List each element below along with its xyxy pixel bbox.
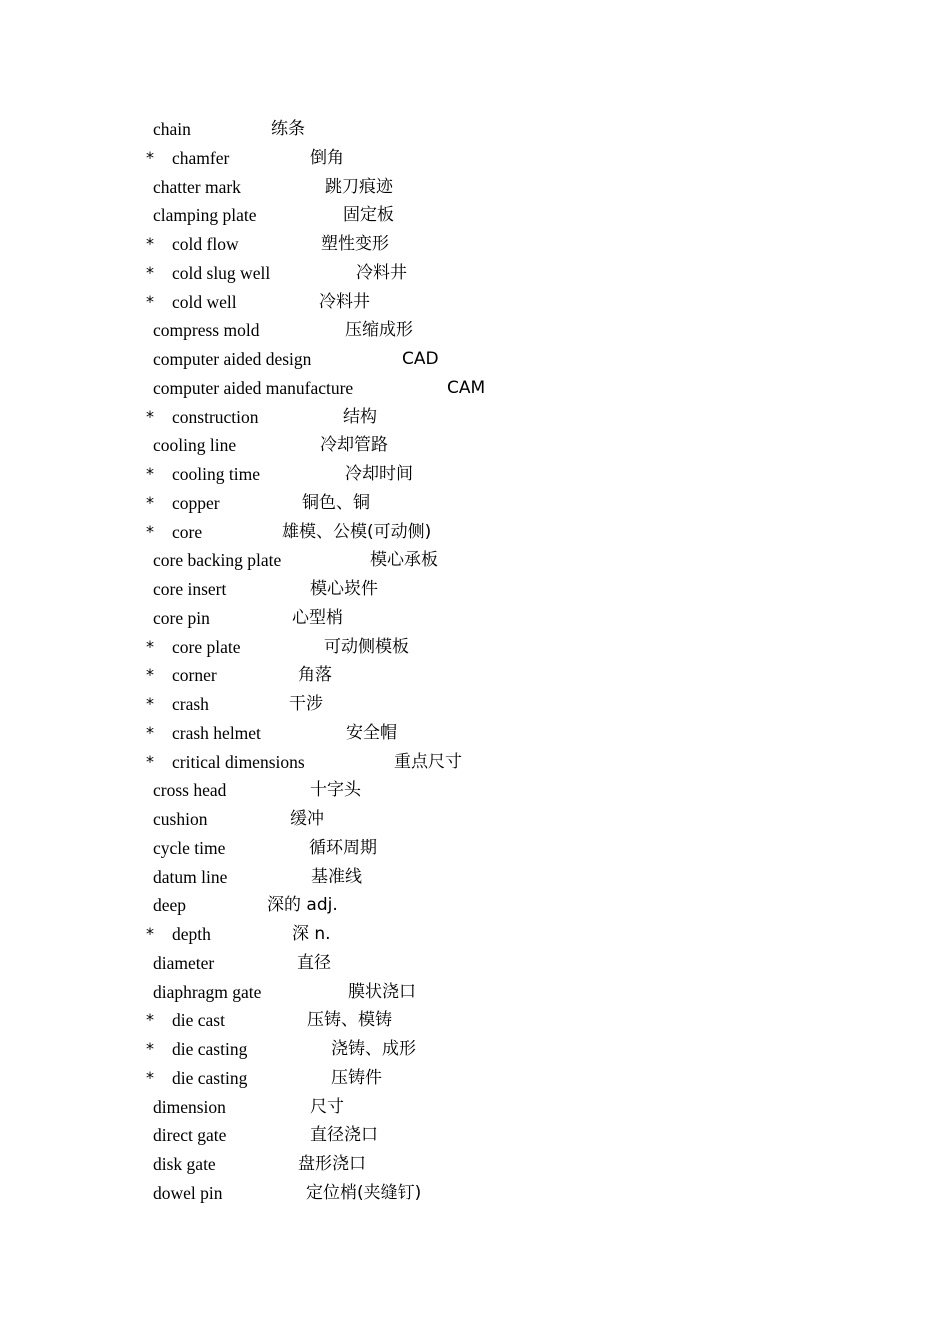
glossary-entry: [0, 546, 950, 575]
english-term: core pin: [153, 607, 210, 628]
english-term: crash helmet: [172, 722, 261, 743]
english-term: computer aided design: [153, 349, 312, 369]
english-term: chatter mark: [153, 176, 241, 197]
glossary-entry: [0, 288, 950, 317]
chinese-translation: 冷却时间: [345, 464, 413, 484]
english-term: compress mold: [153, 320, 260, 341]
glossary-entry: [0, 604, 950, 633]
glossary-entry: [0, 805, 950, 834]
glossary-entry: [0, 144, 950, 173]
chinese-translation: 固定板: [343, 205, 394, 226]
chinese-translation: 安全帽: [346, 722, 397, 743]
english-term: datum line: [153, 866, 228, 887]
glossary-entry: [0, 230, 950, 259]
chinese-translation: 雄模、公模(可动侧): [282, 521, 432, 542]
glossary-entry: [0, 201, 950, 230]
asterisk-mark: *: [146, 291, 154, 311]
english-term: die casting: [172, 1067, 248, 1088]
chinese-translation: 跳刀痕迹: [325, 176, 393, 197]
asterisk-mark: *: [146, 262, 154, 282]
glossary-entry: [0, 949, 950, 978]
english-term: core backing plate: [153, 550, 282, 571]
glossary-list: [0, 115, 950, 1208]
asterisk-mark: *: [146, 1039, 154, 1058]
chinese-translation: 压铸、模铸: [307, 1010, 392, 1031]
glossary-entry: [0, 920, 950, 949]
chinese-translation: 角落: [298, 665, 332, 686]
chinese-translation: CAM: [447, 377, 486, 398]
glossary-entry: [0, 863, 950, 892]
chinese-translation: 定位梢(夹缝钉): [306, 1182, 422, 1203]
english-term: cooling line: [153, 435, 237, 456]
chinese-translation: 模心崁件: [310, 579, 378, 599]
glossary-entry: [0, 633, 950, 662]
chinese-translation: 冷料井: [356, 262, 407, 283]
english-term: cycle time: [153, 837, 226, 858]
glossary-entry: [0, 460, 950, 489]
glossary-entry: [0, 690, 950, 719]
english-term: core insert: [153, 579, 227, 599]
english-term: depth: [172, 924, 211, 944]
chinese-translation: 循环周期: [309, 837, 377, 858]
chinese-translation: 倒角: [310, 147, 344, 168]
english-term: cold slug well: [172, 262, 271, 283]
glossary-entry: [0, 748, 950, 777]
glossary-entry: [0, 1093, 950, 1122]
chinese-translation: 可动侧模板: [324, 636, 409, 657]
glossary-entry: [0, 374, 950, 403]
glossary-entry: [0, 891, 950, 920]
english-term: diaphragm gate: [153, 981, 262, 1002]
english-term: computer aided manufacture: [153, 377, 354, 398]
chinese-translation: 塑性变形: [321, 234, 389, 254]
english-term: cushion: [153, 809, 208, 829]
asterisk-mark: *: [146, 751, 154, 771]
glossary-entry: [0, 259, 950, 288]
english-term: clamping plate: [153, 205, 257, 226]
glossary-entry: [0, 1179, 950, 1208]
asterisk-mark: *: [146, 1010, 154, 1030]
asterisk-mark: *: [146, 492, 154, 512]
glossary-entry: [0, 403, 950, 432]
asterisk-mark: *: [146, 924, 154, 943]
chinese-translation: 盘形浇口: [298, 1154, 366, 1174]
english-term: die casting: [172, 1039, 248, 1059]
english-term: chamfer: [172, 147, 230, 168]
asterisk-mark: *: [146, 722, 154, 742]
asterisk-mark: *: [146, 665, 154, 685]
glossary-entry: [0, 518, 950, 547]
asterisk-mark: *: [146, 521, 154, 541]
glossary-entry: [0, 316, 950, 345]
english-term: die cast: [172, 1010, 225, 1031]
glossary-entry: [0, 776, 950, 805]
english-term: disk gate: [153, 1154, 216, 1174]
english-term: direct gate: [153, 1125, 227, 1146]
asterisk-mark: *: [146, 234, 154, 253]
chinese-translation: 深 n.: [292, 924, 331, 944]
chinese-translation: 直径浇口: [310, 1125, 378, 1146]
glossary-entry: [0, 489, 950, 518]
english-term: diameter: [153, 952, 215, 973]
asterisk-mark: *: [146, 636, 154, 656]
chinese-translation: 尺寸: [310, 1096, 344, 1117]
english-term: deep: [153, 895, 187, 916]
chinese-translation: 十字头: [310, 780, 361, 801]
chinese-translation: 膜状浇口: [348, 981, 416, 1002]
english-term: copper: [172, 492, 220, 513]
chinese-translation: 基准线: [311, 866, 362, 887]
english-term: core: [172, 521, 203, 542]
glossary-entry: [0, 431, 950, 460]
chinese-translation: 浇铸、成形: [331, 1039, 416, 1059]
chinese-translation: CAD: [402, 349, 439, 369]
glossary-entry: [0, 1035, 950, 1064]
chinese-translation: 干涉: [289, 694, 323, 714]
english-term: corner: [172, 665, 217, 686]
glossary-entry: [0, 661, 950, 690]
english-term: cold flow: [172, 234, 239, 254]
glossary-entry: [0, 1121, 950, 1150]
chinese-translation: 结构: [343, 406, 377, 427]
asterisk-mark: *: [146, 1067, 154, 1087]
asterisk-mark: *: [146, 694, 154, 713]
chinese-translation: 压缩成形: [345, 320, 413, 341]
chinese-translation: 深的 adj.: [267, 895, 338, 916]
chinese-translation: 直径: [297, 952, 331, 973]
glossary-entry: [0, 115, 950, 144]
glossary-entry: [0, 1006, 950, 1035]
english-term: cooling time: [172, 464, 260, 484]
chinese-translation: 重点尺寸: [394, 751, 462, 772]
english-term: dowel pin: [153, 1182, 223, 1203]
asterisk-mark: *: [146, 464, 154, 483]
chinese-translation: 心型梢: [292, 607, 343, 628]
glossary-entry: [0, 978, 950, 1007]
asterisk-mark: *: [146, 406, 154, 426]
english-term: chain: [153, 119, 191, 139]
glossary-entry: [0, 1150, 950, 1179]
chinese-translation: 压铸件: [331, 1067, 382, 1088]
glossary-entry: [0, 719, 950, 748]
chinese-translation: 模心承板: [370, 550, 438, 571]
glossary-entry: [0, 345, 950, 374]
glossary-entry: [0, 173, 950, 202]
english-term: construction: [172, 406, 259, 427]
asterisk-mark: *: [146, 147, 154, 167]
english-term: cold well: [172, 291, 237, 312]
glossary-entry: [0, 575, 950, 604]
glossary-entry: [0, 834, 950, 863]
english-term: dimension: [153, 1096, 226, 1117]
chinese-translation: 冷料井: [319, 291, 370, 312]
chinese-translation: 冷却管路: [320, 435, 388, 456]
chinese-translation: 练条: [271, 119, 305, 139]
glossary-entry: [0, 1064, 950, 1093]
chinese-translation: 缓冲: [290, 809, 324, 829]
chinese-translation: 铜色、铜: [302, 492, 370, 513]
english-term: core plate: [172, 636, 241, 657]
english-term: critical dimensions: [172, 751, 305, 772]
english-term: crash: [172, 694, 209, 714]
english-term: cross head: [153, 780, 227, 801]
